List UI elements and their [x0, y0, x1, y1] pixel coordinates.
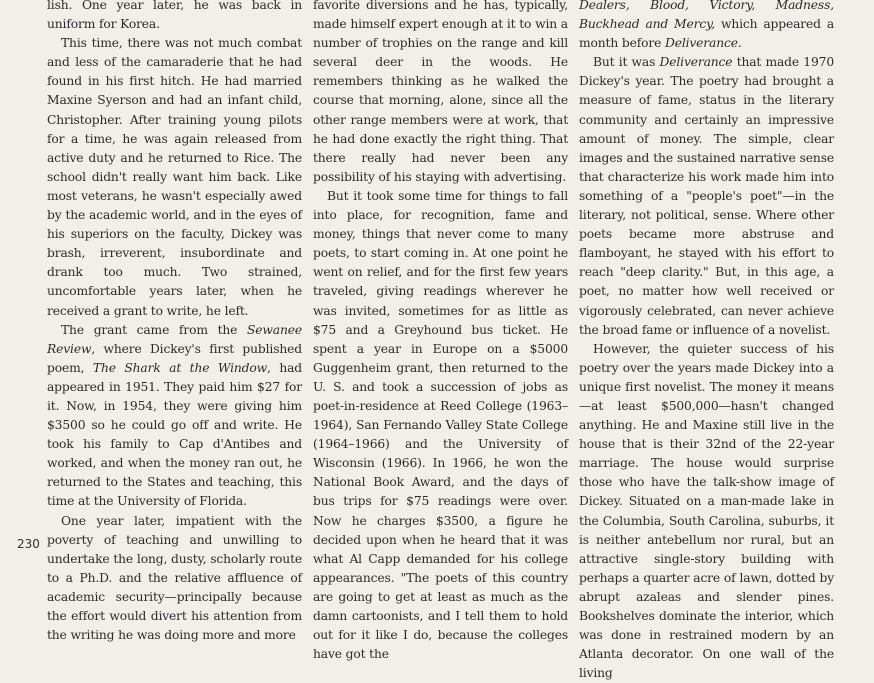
paragraph-text: But it was [593, 55, 660, 70]
paragraph-text: favorite diversions and he has, typically, made himself expert enough at it to win a number of trophies on the range and kill several deer in the woods. He remembers thinking as he walked the course that morning, alone, since all the other range members were at work, that he had done exactly the right thing. That there really had never been any possibility of his staying with advertising. [313, 0, 568, 184]
paragraph-text: However, the quieter success of his poetry over the years made Dickey into a unique first novelist. The money it means—at least $500,000—hasn't changed anything. He and Maxine still live in the house that is their 32nd of the 22-year marriage. The house would surprise those who have the talk-show image of Dickey. Situated on a man-made lake in the Columbia, South Carolina, suburbs, it is neither antebellum nor rural, but an attractive single-story building with perhaps a quarter acre of lawn, dotted by abrupt azaleas and slender pines. Bookshelves dominate the interior, which was done in restrained modern by an Atlanta decorator. On one wall of the living [579, 341, 834, 681]
paragraph [579, 340, 834, 683]
paragraph [47, 512, 302, 646]
text-column-2 [313, 0, 568, 664]
paragraph-text: . [737, 36, 742, 51]
italic-title: Dealers, Blood, Victory, Madness, Buckhead and Mercy, [579, 0, 834, 32]
italic-title: The Shark at the Window [92, 360, 268, 375]
paragraph [313, 0, 568, 187]
italic-title: Deliverance [659, 55, 733, 70]
paragraph-text: lish. One year later, he was back in uniform for Korea. [47, 0, 302, 32]
paragraph-text: The grant came from the [61, 322, 248, 337]
paragraph-text: , where Dickey's first published poem, [47, 341, 302, 375]
paragraph-text: , had appeared in 1951. They paid him $27 for it. Now, in 1954, they were giving him $3500 so he could go off and write. He took his family to Cap d'Antibes and worked, and when the money ran out, he returned to the States and teaching, this time at the University of Florida. [47, 360, 303, 509]
paragraph [47, 0, 302, 34]
paragraph-text: But it took some time for things to fall into place, for recognition, fame and money, things that never come to many poets, to start coming in. At one point he went on relief, and for the first few years traveled, giving readings wherever he was invited, sometimes for as little as $75 and a Greyhound bus ticket. He spent a year in Europe on a $5000 Guggenheim grant, then returned to the U. S. and took a succession of jobs as poet-in-residence at Reed College (1963–1964), San Fernando Valley State College (1964–1966) and the University of Wisconsin (1966). In 1966, he won the National Book Award, and the days of bus trips for $75 readings were over. Now he charges $3500, a figure he decided upon when he heard that it was what Al Capp demanded for his college appearances. "The poets of this country are going to get at least as much as the damn cartoonists, and I tell them to hold out for it like I do, because the colleges have got the [313, 188, 568, 662]
italic-title: Deliverance [664, 36, 738, 51]
paragraph [47, 321, 302, 512]
text-column-3 [579, 0, 834, 683]
page-number: 230 [17, 537, 40, 551]
italic-title: Sewanee Review [47, 322, 302, 356]
paragraph-text: that made 1970 Dickey's year. The poetry had brought a measure of fame, status in the literary community and certainly an impressive amount of money. The simple, clear images and the sustained narrative sense that characterize his work made him into something of a "people's poet"—in the literary, not political, sense. Where other poets became more abstruse and flamboyant, he stayed with his effort to reach "deep clarity." But, in this age, a poet, no matter how well received or vigorously celebrated, can never achieve the broad fame or influence of a novelist. [579, 55, 834, 337]
paragraph-text: One year later, impatient with the poverty of teaching and unwilling to undertake the long, dusty, scholarly route to a Ph.D. and the relative affluence of academic security—principally because the effort would divert his attention from the writing he was doing more and more [47, 513, 302, 643]
paragraph-text: which appeared a month before [579, 17, 834, 51]
paragraph [313, 187, 568, 664]
paragraph [579, 0, 834, 53]
paragraph [579, 53, 834, 339]
text-column-1 [47, 0, 302, 645]
paragraph-text: This time, there was not much combat and less of the camaraderie that he had found in his first hitch. He had married Maxine Syerson and had an infant child, Christopher. After training young pilots for a time, he was again released from active duty and he returned to Rice. The school didn't really want him back. Like most veterans, he wasn't especially awed by the academic world, and in the eyes of his superiors on the faculty, Dickey was brash, irreverent, insubordinate and drank too much. Two strained, uncomfortable years later, when he received a grant to write, he left. [47, 36, 302, 318]
paragraph [47, 34, 302, 320]
